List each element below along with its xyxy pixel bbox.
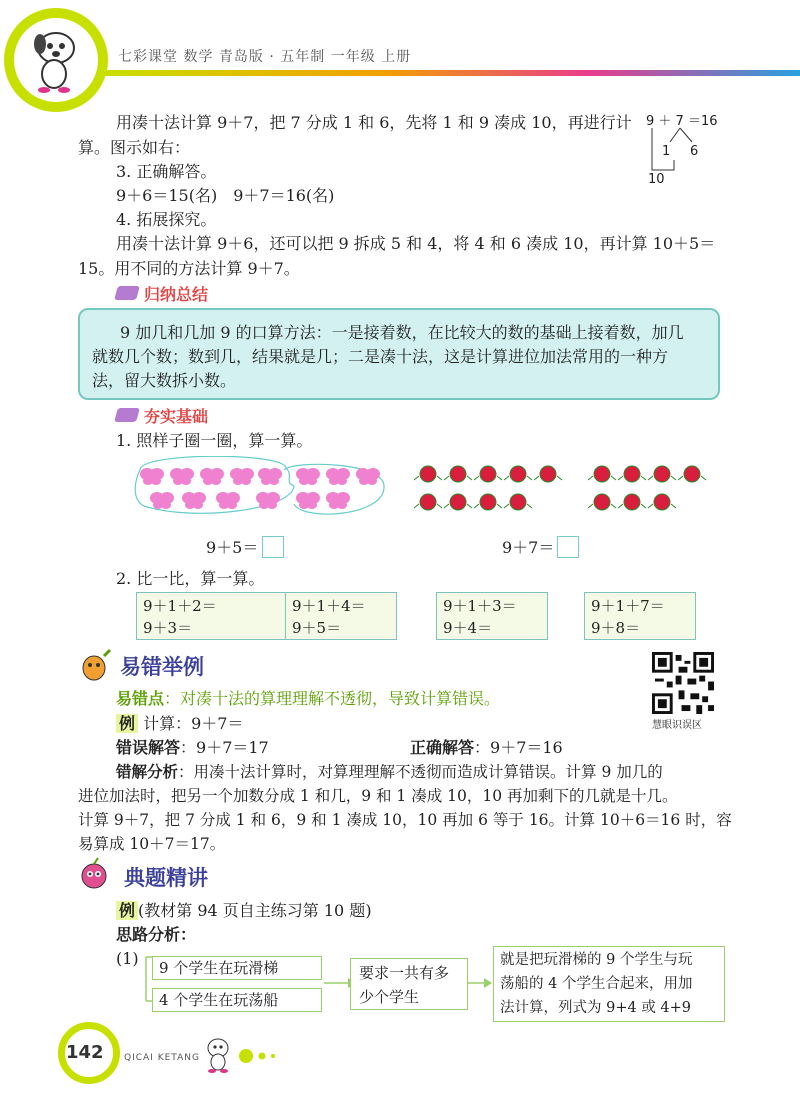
footer-brand: QICAI KETANG bbox=[124, 1053, 200, 1063]
analysis-l1-text: ：用凑十法计算时，对算理理解不透彻而造成计算错误。计算 9 加几的 bbox=[178, 763, 663, 781]
answer-square-left[interactable] bbox=[262, 536, 284, 558]
header-title: 七彩课堂 数学 青岛版 · 五年制 一年级 上册 bbox=[118, 49, 412, 65]
classic-example-text: (教材第 94 页自主练习第 10 题) bbox=[138, 901, 372, 920]
analysis-line3: 计算 9＋7，把 7 分成 1 和 6，9 和 1 凑成 10，10 再加 6 等于 16。计算 10＋6＝16 时，容 bbox=[78, 811, 732, 829]
classic-example bbox=[116, 898, 372, 923]
analysis-line1 bbox=[116, 760, 663, 785]
flow-q-l1: 要求一共有多 bbox=[359, 964, 450, 982]
error-example bbox=[116, 711, 243, 736]
flow-box-slide-text: 9 个学生在玩滑梯 bbox=[159, 959, 279, 977]
step-4: 4. 拓展探究。 bbox=[116, 210, 217, 229]
page-number: 142 bbox=[66, 1042, 104, 1063]
eq-left: 9＋5＝ bbox=[206, 538, 259, 557]
qr-label: 慧眼识误区 bbox=[652, 720, 702, 731]
analysis-line2: 进位加法时，把另一个加数分成 1 和几，9 和 1 凑成 10，10 再加剩下的几就是十几。 bbox=[78, 787, 678, 805]
wrong-label: 错误解答 bbox=[116, 738, 181, 757]
dog-mascot-icon bbox=[14, 18, 98, 102]
error-point bbox=[116, 686, 500, 711]
answer-square-right[interactable] bbox=[557, 536, 579, 558]
top-line5: 用凑十法计算 9＋6，还可以把 9 拆成 5 和 4，将 4 和 6 凑成 10，再计算 10＋5＝ bbox=[116, 234, 716, 253]
tag-icon bbox=[114, 408, 140, 422]
right-label: 正确解答 bbox=[410, 738, 475, 757]
compare-box-3 bbox=[436, 592, 548, 640]
rose-group bbox=[414, 462, 714, 518]
wrong-text: ：9＋7＝17 bbox=[180, 738, 269, 757]
basics-q2: 2. 比一比，算一算。 bbox=[116, 569, 265, 588]
header-mascot-circle bbox=[4, 8, 108, 112]
diagram-expr: 9 ＋ 7 ＝16 bbox=[646, 114, 718, 129]
flow-s-l1: 就是把玩滑梯的 9 个学生与玩 bbox=[500, 952, 693, 968]
basics-q1: 1. 照样子圈一圈，算一算。 bbox=[116, 431, 313, 450]
analysis-line4: 易算成 10＋7＝17。 bbox=[78, 835, 226, 853]
basics-heading: 夯实基础 bbox=[144, 407, 209, 426]
flow-q-l2: 少个学生 bbox=[359, 988, 420, 1006]
compare-box-4 bbox=[584, 592, 696, 640]
header-rule bbox=[100, 70, 800, 76]
compare-a: 9＋1＋2＝ bbox=[143, 597, 217, 615]
compare-a: 9＋1＋3＝ bbox=[443, 597, 517, 615]
flow-box-boat bbox=[152, 988, 322, 1012]
compare-a: 9＋1＋4＝ bbox=[292, 597, 366, 615]
tag-icon bbox=[114, 286, 140, 300]
butterfly-group bbox=[134, 456, 394, 522]
answer-line: 9＋6＝15(名) 9＋7＝16(名) bbox=[116, 186, 335, 205]
compare-b: 9＋5＝ bbox=[292, 619, 342, 637]
summary-heading: 归纳总结 bbox=[144, 285, 209, 304]
split-diagram bbox=[640, 108, 740, 192]
diagram-right-part: 6 bbox=[690, 144, 699, 159]
compare-b: 9＋3＝ bbox=[143, 619, 193, 637]
top-line6: 15。用不同的方法计算 9＋7。 bbox=[78, 259, 300, 278]
flow-box-boat-text: 4 个学生在玩荡船 bbox=[159, 991, 279, 1009]
summary-line1: 9 加几和几加 9 的口算方法：一是接着数，在比较大的数的基础上接着数，加几 bbox=[120, 323, 684, 342]
analysis-label: 错解分析 bbox=[116, 763, 179, 781]
flow-s-l3: 法计算，列式为 9+4 或 4+9 bbox=[500, 1000, 692, 1016]
compare-b: 9＋4＝ bbox=[443, 619, 493, 637]
right-answer bbox=[410, 735, 563, 760]
classic-mascot-icon bbox=[74, 856, 118, 892]
compare-b: 9＋8＝ bbox=[591, 619, 641, 637]
summary-line3: 法，留大数拆小数。 bbox=[92, 371, 237, 390]
footer-mascot-icon bbox=[200, 1034, 240, 1074]
flow-s-l2: 荡船的 4 个学生合起来，用加 bbox=[500, 976, 693, 992]
classic-heading: 典题精讲 bbox=[124, 866, 208, 890]
compare-box-2 bbox=[285, 592, 397, 640]
flow-box-solution bbox=[493, 946, 725, 1022]
flow-box-slide bbox=[152, 956, 322, 980]
flow-box-question bbox=[350, 958, 468, 1010]
wrong-answer bbox=[116, 735, 269, 760]
top-line2: 算。图示如右： bbox=[78, 138, 191, 157]
footer-dots-icon bbox=[238, 1046, 288, 1066]
error-point-label: 易错点 bbox=[116, 689, 165, 708]
error-point-text: ：对凑十法的算理理解不透彻，导致计算错误。 bbox=[164, 689, 501, 708]
error-example-label: 例 bbox=[116, 714, 138, 733]
eq-right: 9＋7＝ bbox=[502, 538, 555, 557]
top-line1: 用凑十法计算 9＋7，把 7 分成 1 和 6，先将 1 和 9 凑成 10，再进行计 bbox=[116, 113, 632, 132]
errors-heading: 易错举例 bbox=[120, 655, 204, 679]
classic-num: (1) bbox=[116, 949, 139, 968]
compare-a: 9＋1＋7＝ bbox=[591, 597, 665, 615]
step-3: 3. 正确解答。 bbox=[116, 162, 217, 181]
compare-box-1 bbox=[136, 592, 296, 640]
summary-line2: 就数几个数；数到几，结果就是几；二是凑十法，这是计算进位加法常用的一种方 bbox=[92, 347, 669, 366]
diagram-ten: 10 bbox=[648, 172, 665, 187]
classic-example-label: 例 bbox=[116, 901, 138, 920]
error-example-text: 计算：9＋7＝ bbox=[138, 714, 244, 733]
error-mascot-icon bbox=[74, 646, 114, 682]
classic-thinking: 思路分析： bbox=[116, 925, 197, 944]
summary-box bbox=[78, 308, 720, 400]
diagram-left-part: 1 bbox=[662, 144, 671, 159]
qr-code-icon[interactable] bbox=[652, 652, 714, 714]
right-text: ：9＋7＝16 bbox=[474, 738, 563, 757]
